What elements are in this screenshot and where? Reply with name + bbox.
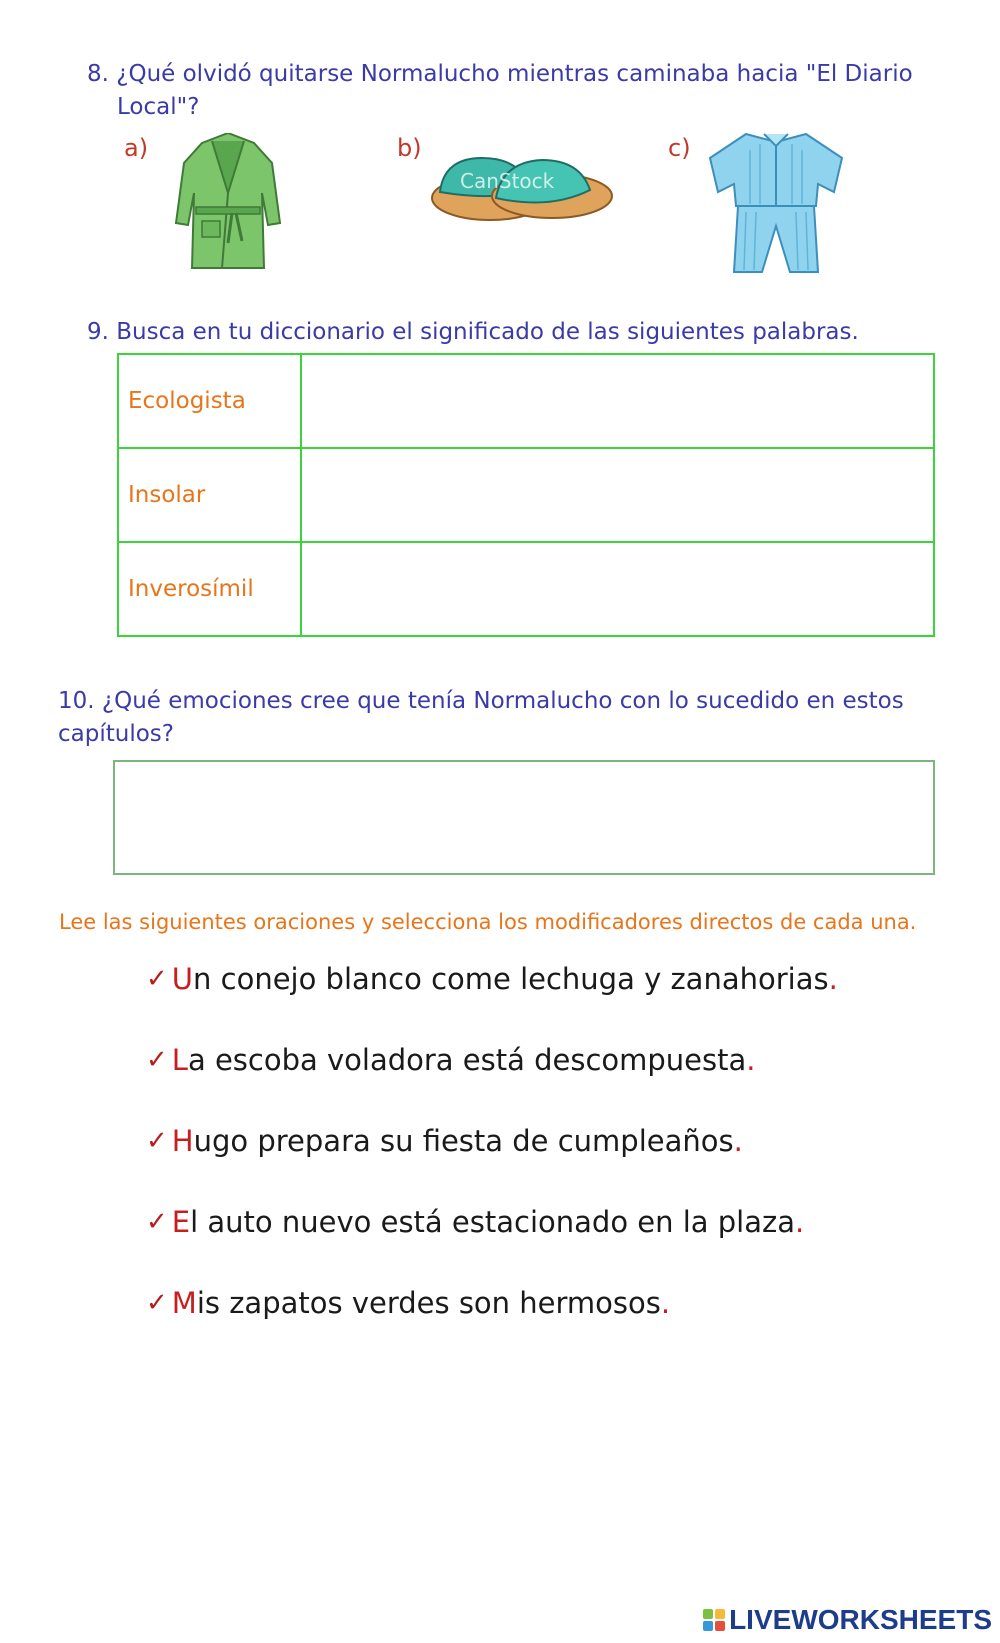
- question-8-line2: Local"?: [117, 94, 200, 120]
- table-row: [118, 448, 934, 542]
- liveworksheets-logo: [703, 1603, 992, 1637]
- question-8-number: 8.: [87, 61, 109, 87]
- sentence-item: [146, 1124, 743, 1158]
- sentence-text[interactable]: a escoba voladora está descompuesta: [187, 1043, 747, 1077]
- sentence-item: [146, 962, 838, 996]
- sentence-text[interactable]: l auto nuevo está estacionado en la plaza: [190, 1205, 795, 1239]
- definition-cell-insolar[interactable]: [301, 448, 934, 542]
- vocabulary-table: [117, 353, 935, 637]
- question-8-line1: [87, 58, 913, 91]
- question-10-line1: 10. ¿Qué emociones cree que tenía Normalucho con lo sucedido en estos: [58, 688, 904, 714]
- option-b-label: b): [397, 134, 422, 162]
- definition-cell-inverosimil[interactable]: [301, 542, 934, 636]
- table-row: [118, 354, 934, 448]
- sentence-first-letter[interactable]: H: [171, 1124, 194, 1158]
- option-c-label: c): [668, 134, 691, 162]
- sentence-period: .: [828, 962, 838, 996]
- question-9-text: 9. Busca en tu diccionario el significado de las siguientes palabras.: [87, 319, 859, 345]
- option-a-label: a): [124, 134, 149, 162]
- word-ecologista: Ecologista: [118, 354, 301, 448]
- sentence-period: .: [733, 1124, 743, 1158]
- question-8-text: ¿Qué olvidó quitarse Normalucho mientras caminaba hacia "El Diario: [116, 61, 913, 87]
- word-insolar: Insolar: [118, 448, 301, 542]
- sentence-period: .: [660, 1286, 671, 1320]
- logo-grid-icon: [703, 1609, 725, 1631]
- watermark-text: CanStock: [460, 169, 555, 193]
- sentence-period: .: [746, 1043, 756, 1077]
- sentence-first-letter[interactable]: M: [171, 1286, 197, 1320]
- sentence-item: [146, 1286, 670, 1320]
- check-icon: ✓: [146, 964, 168, 994]
- sentence-text[interactable]: is zapatos verdes son hermosos: [196, 1286, 661, 1320]
- check-icon: ✓: [146, 1045, 168, 1075]
- sentence-first-letter[interactable]: E: [171, 1205, 191, 1239]
- sentence-item: [146, 1043, 756, 1077]
- sentence-first-letter[interactable]: L: [171, 1043, 188, 1077]
- word-inverosimil: Inverosímil: [118, 542, 301, 636]
- sentence-first-letter[interactable]: U: [171, 962, 194, 996]
- check-icon: ✓: [146, 1288, 168, 1318]
- emotions-answer-box[interactable]: [113, 760, 935, 875]
- check-icon: ✓: [146, 1207, 168, 1237]
- logo-text: LIVEWORKSHEETS: [729, 1604, 992, 1635]
- check-icon: ✓: [146, 1126, 168, 1156]
- question-10-line2: capítulos?: [58, 721, 174, 747]
- sentence-period: .: [795, 1205, 805, 1239]
- pajamas-icon[interactable]: [706, 130, 846, 278]
- exercise-instruction: Lee las siguientes oraciones y selecciona los modificadores directos de cada una.: [59, 910, 917, 934]
- definition-cell-ecologista[interactable]: [301, 354, 934, 448]
- slippers-icon[interactable]: [430, 140, 620, 225]
- sentence-item: [146, 1205, 804, 1239]
- sentence-text[interactable]: n conejo blanco come lechuga y zanahorias: [193, 962, 829, 996]
- bathrobe-icon[interactable]: [172, 133, 284, 273]
- table-row: [118, 542, 934, 636]
- sentence-text[interactable]: ugo prepara su fiesta de cumpleaños: [193, 1124, 734, 1158]
